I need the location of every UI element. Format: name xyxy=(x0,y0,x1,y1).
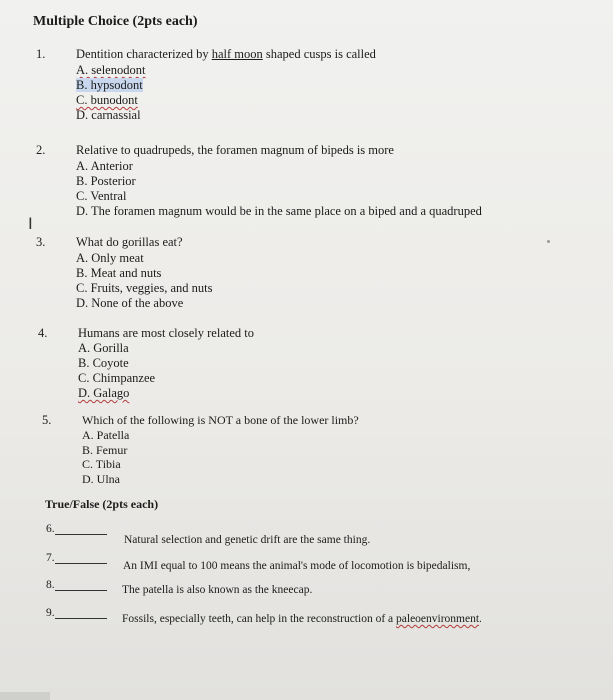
question-1-text-pre: Dentition characterized by xyxy=(76,47,212,61)
q2-option-b[interactable]: B. Posterior xyxy=(76,174,136,188)
q5-option-b[interactable]: B. Femur xyxy=(82,442,128,457)
question-5-text: Which of the following is NOT a bone of the lower limb? xyxy=(82,413,359,427)
tf-9-text: Fossils, especially teeth, can help in the reconstruction of a paleoenvironment. xyxy=(122,613,482,625)
tf-7-answer-blank[interactable] xyxy=(55,551,107,564)
mc-section-title: Multiple Choice (2pts each) xyxy=(33,14,198,29)
tf-9-answer-blank[interactable] xyxy=(55,606,107,619)
question-4-options xyxy=(78,341,155,401)
q3-option-b[interactable]: B. Meat and nuts xyxy=(76,266,162,280)
question-2-text: Relative to quadrupeds, the foramen magnum of bipeds is more xyxy=(76,143,394,157)
tf-9-row xyxy=(46,606,107,619)
question-2-number: 2. xyxy=(36,143,46,157)
q3-option-d[interactable]: D. None of the above xyxy=(76,296,184,310)
q4-option-c[interactable]: C. Chimpanzee xyxy=(78,371,156,385)
tf-7-text: An IMI equal to 100 means the animal's mode of locomotion is bipedalism, xyxy=(123,560,471,572)
question-5-options xyxy=(82,428,129,486)
question-1-text-underlined: half moon xyxy=(211,47,263,61)
question-1-number: 1. xyxy=(36,47,46,61)
q5-option-d[interactable]: D. Ulna xyxy=(82,471,120,486)
page-corner-shadow xyxy=(0,692,50,700)
q1-option-d[interactable]: D. carnassial xyxy=(76,108,141,122)
question-4-number: 4. xyxy=(38,326,48,340)
q5-option-a[interactable]: A. Patella xyxy=(82,428,130,442)
q1-option-b[interactable]: B. hypsodont xyxy=(76,78,143,92)
stray-dot xyxy=(547,240,550,243)
question-1-text xyxy=(76,47,376,62)
tf-6-answer-blank[interactable] xyxy=(55,522,107,535)
tf-section-title: True/False (2pts each) xyxy=(45,497,159,511)
tf-8-number: 8. xyxy=(46,579,55,591)
tf-8-row xyxy=(46,578,107,591)
q4-option-d[interactable]: D. Galago xyxy=(78,386,130,400)
tf-9-underlined-word: paleoenvironment xyxy=(396,613,480,625)
question-3-text: What do gorillas eat? xyxy=(76,235,183,249)
question-1-text-post: shaped cusps is called xyxy=(262,47,376,61)
q5-option-c[interactable]: C. Tibia xyxy=(82,457,121,471)
q3-option-a[interactable]: A. Only meat xyxy=(76,251,144,265)
q4-option-a[interactable]: A. Gorilla xyxy=(78,341,129,355)
question-3-options xyxy=(76,251,212,311)
tf-9-number: 9. xyxy=(46,607,55,619)
q4-option-b[interactable]: B. Coyote xyxy=(78,356,129,370)
tf-6-number: 6. xyxy=(46,523,55,535)
tf-7-row xyxy=(46,551,107,564)
q2-option-d[interactable]: D. The foramen magnum would be in the same place on a biped and a quadruped xyxy=(76,204,482,218)
question-2-options xyxy=(76,159,482,219)
question-4-text: Humans are most closely related to xyxy=(78,326,254,340)
text-cursor-icon: I xyxy=(28,214,33,233)
question-3-number: 3. xyxy=(36,235,46,249)
tf-6-text: Natural selection and genetic drift are the same thing. xyxy=(124,534,371,546)
tf-6-row xyxy=(46,522,107,535)
tf-7-number: 7. xyxy=(46,552,55,564)
tf-8-answer-blank[interactable] xyxy=(55,578,107,591)
tf-8-text: The patella is also known as the kneecap. xyxy=(122,584,313,596)
q1-option-a[interactable]: A. selenodont xyxy=(76,63,146,77)
question-1-options xyxy=(76,63,145,123)
question-5-number: 5. xyxy=(42,413,52,427)
q2-option-c[interactable]: C. Ventral xyxy=(76,189,127,203)
q2-option-a[interactable]: A. Anterior xyxy=(76,159,133,173)
q3-option-c[interactable]: C. Fruits, veggies, and nuts xyxy=(76,281,213,295)
q1-option-c[interactable]: C. bunodont xyxy=(76,93,138,107)
